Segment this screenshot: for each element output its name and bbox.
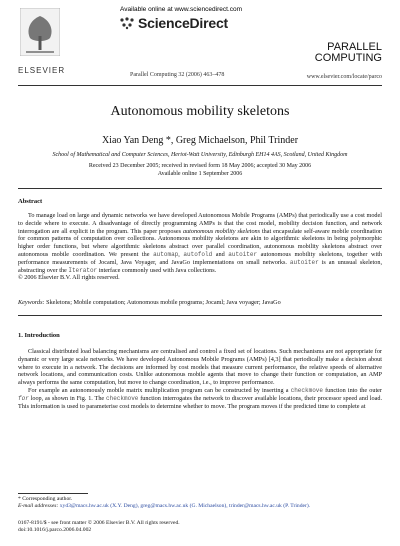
- abstract-segment: interface commonly used with Java collections.: [97, 266, 217, 274]
- abstract-segment: ,: [178, 250, 184, 258]
- availability-note: Available online at www.sciencedirect.com: [120, 6, 242, 13]
- section-heading-introduction: 1. Introduction: [18, 332, 60, 339]
- abstract-emphasis: autonomous mobility skeletons: [182, 227, 261, 235]
- code-automap: automap: [153, 250, 179, 258]
- introduction-body: [18, 348, 382, 410]
- header-rule: [18, 85, 382, 86]
- footnote-rule: [18, 493, 88, 494]
- abstract-segment: autonomous mobility skeletons, together with performance measurements of Jocaml, Java Voyager, and JavaGo implementations on small networks.: [18, 250, 383, 266]
- abstract-text: [18, 212, 382, 282]
- paragraph: [18, 387, 382, 410]
- text-segment: function interrogates the network to discover available locations, their processor speed and load. This information is used to parameterise cost models to determine whether to move. The program moves if the predicted time to complete at: [18, 394, 382, 410]
- code-autoiter: autoiter: [228, 250, 258, 258]
- publisher-name: ELSEVIER: [18, 66, 66, 75]
- email-addresses: [18, 503, 382, 510]
- abstract-segment: To manage load on large and dynamic networks we have developed Autonomous Mobile Programs (AMPs) that periodically use a cost model to decide where to execute. A disadvantage of directly programming AMPs is that the cost model, mobility decision function, and network interrogation are all explicit in the program. This paper proposes: [18, 212, 382, 235]
- keywords-label: Keywords:: [18, 299, 45, 306]
- text-segment: function into the outer: [323, 386, 382, 394]
- text-segment: For example an autonomously mobile matrix multiplication program can be constructed by inserting a: [28, 386, 291, 394]
- doi-line[interactable]: doi:10.1016/j.parco.2006.04.002: [18, 527, 92, 533]
- journal-header: [0, 0, 400, 80]
- text-segment: loop, as shown in Fig. 1. The: [28, 394, 106, 402]
- article-dates: [0, 163, 400, 178]
- citation-line: Parallel Computing 32 (2006) 463–478: [130, 72, 225, 78]
- code-iterator: Iterator: [68, 266, 98, 274]
- journal-url: www.elsevier.com/locate/parco: [306, 74, 382, 80]
- elsevier-tree-logo: [20, 8, 60, 56]
- code-autofold: autofold: [183, 250, 213, 258]
- abstract-bottom-rule: [18, 315, 382, 316]
- footnote: [18, 496, 382, 510]
- received-dates: Received 23 December 2005; received in revised form 18 May 2006; accepted 30 May 2006: [88, 163, 312, 169]
- abstract-segment: and: [212, 250, 229, 258]
- affiliation: School of Mathematical and Computer Sciences, Heriot-Watt University, Edinburgh EH14 4AS, Scotland, United Kingdom: [52, 152, 348, 158]
- email-label: E-mail addresses:: [18, 503, 59, 509]
- author-list: Xiao Yan Deng *, Greg Michaelson, Phil Trinder: [101, 135, 299, 146]
- abstract-segment: that encapsulate self-aware mobile coordination for common patterns of computation over collections. Autonomous mobility skeletons are akin to algorithmic skeletons in being polymorphic higher order functions, but where algorithmic skeletons abstract over parallel coordination, autonomous mobility skeletons abstract over autonomous mobile coordination. We present the: [18, 227, 383, 258]
- keywords-list: Skeletons; Mobile computation; Autonomous mobile programs; Jocaml; Java voyager; JavaGo: [44, 299, 281, 306]
- code-checkmove: checkmove: [290, 386, 323, 394]
- code-for: for: [18, 394, 29, 402]
- sciencedirect-wordmark: ScienceDirect: [138, 15, 229, 31]
- abstract-heading: Abstract: [18, 198, 43, 205]
- online-date: Available online 1 September 2006: [157, 170, 243, 177]
- abstract-copyright: © 2006 Elsevier B.V. All rights reserved.: [18, 274, 120, 282]
- abstract-segment: is an unusual skeleton, abstracting over the: [18, 258, 383, 274]
- journal-name-line-1: PARALLEL: [327, 41, 382, 53]
- journal-name: [300, 42, 382, 64]
- journal-name-line-2: COMPUTING: [314, 52, 382, 64]
- code-autoiter: autoiter: [289, 258, 319, 266]
- issn-line: 0167-8191/$ - see front matter © 2006 Elsevier B.V. All rights reserved.: [18, 520, 180, 526]
- abstract-top-rule: [18, 188, 382, 189]
- keywords: [18, 299, 382, 306]
- code-checkmove: checkmove: [106, 394, 139, 402]
- legal-info: [18, 520, 180, 534]
- sciencedirect-logo-icon: [118, 16, 136, 30]
- paragraph: Classical distributed load balancing mechanisms are centralised and control a fixed set of locations. Such mechanisms are not appropriate for dynamic or very large scale networks. We have developed Autonomous Mobile Programs (AMPs) [4,3] that periodically make a decision about where to execute in a network. The decisions are informed by cost models that measure current performance, the relative speeds of alternative network locations, and communication costs. Unlike autonomous mobile agents that move to change their function or computation, an AMP always performs the same computation, but move to change coordination, i.e., to improve performance.: [18, 348, 382, 387]
- paper-title: Autonomous mobility skeletons: [110, 104, 290, 119]
- email-list[interactable]: xyd3@macs.hw.ac.uk (X.Y. Deng), greg@macs.hw.ac.uk (G. Michaelson), trinder@macs.hw.ac.uk (P. Trinder).: [58, 503, 311, 509]
- corresponding-author: * Corresponding author.: [18, 496, 73, 502]
